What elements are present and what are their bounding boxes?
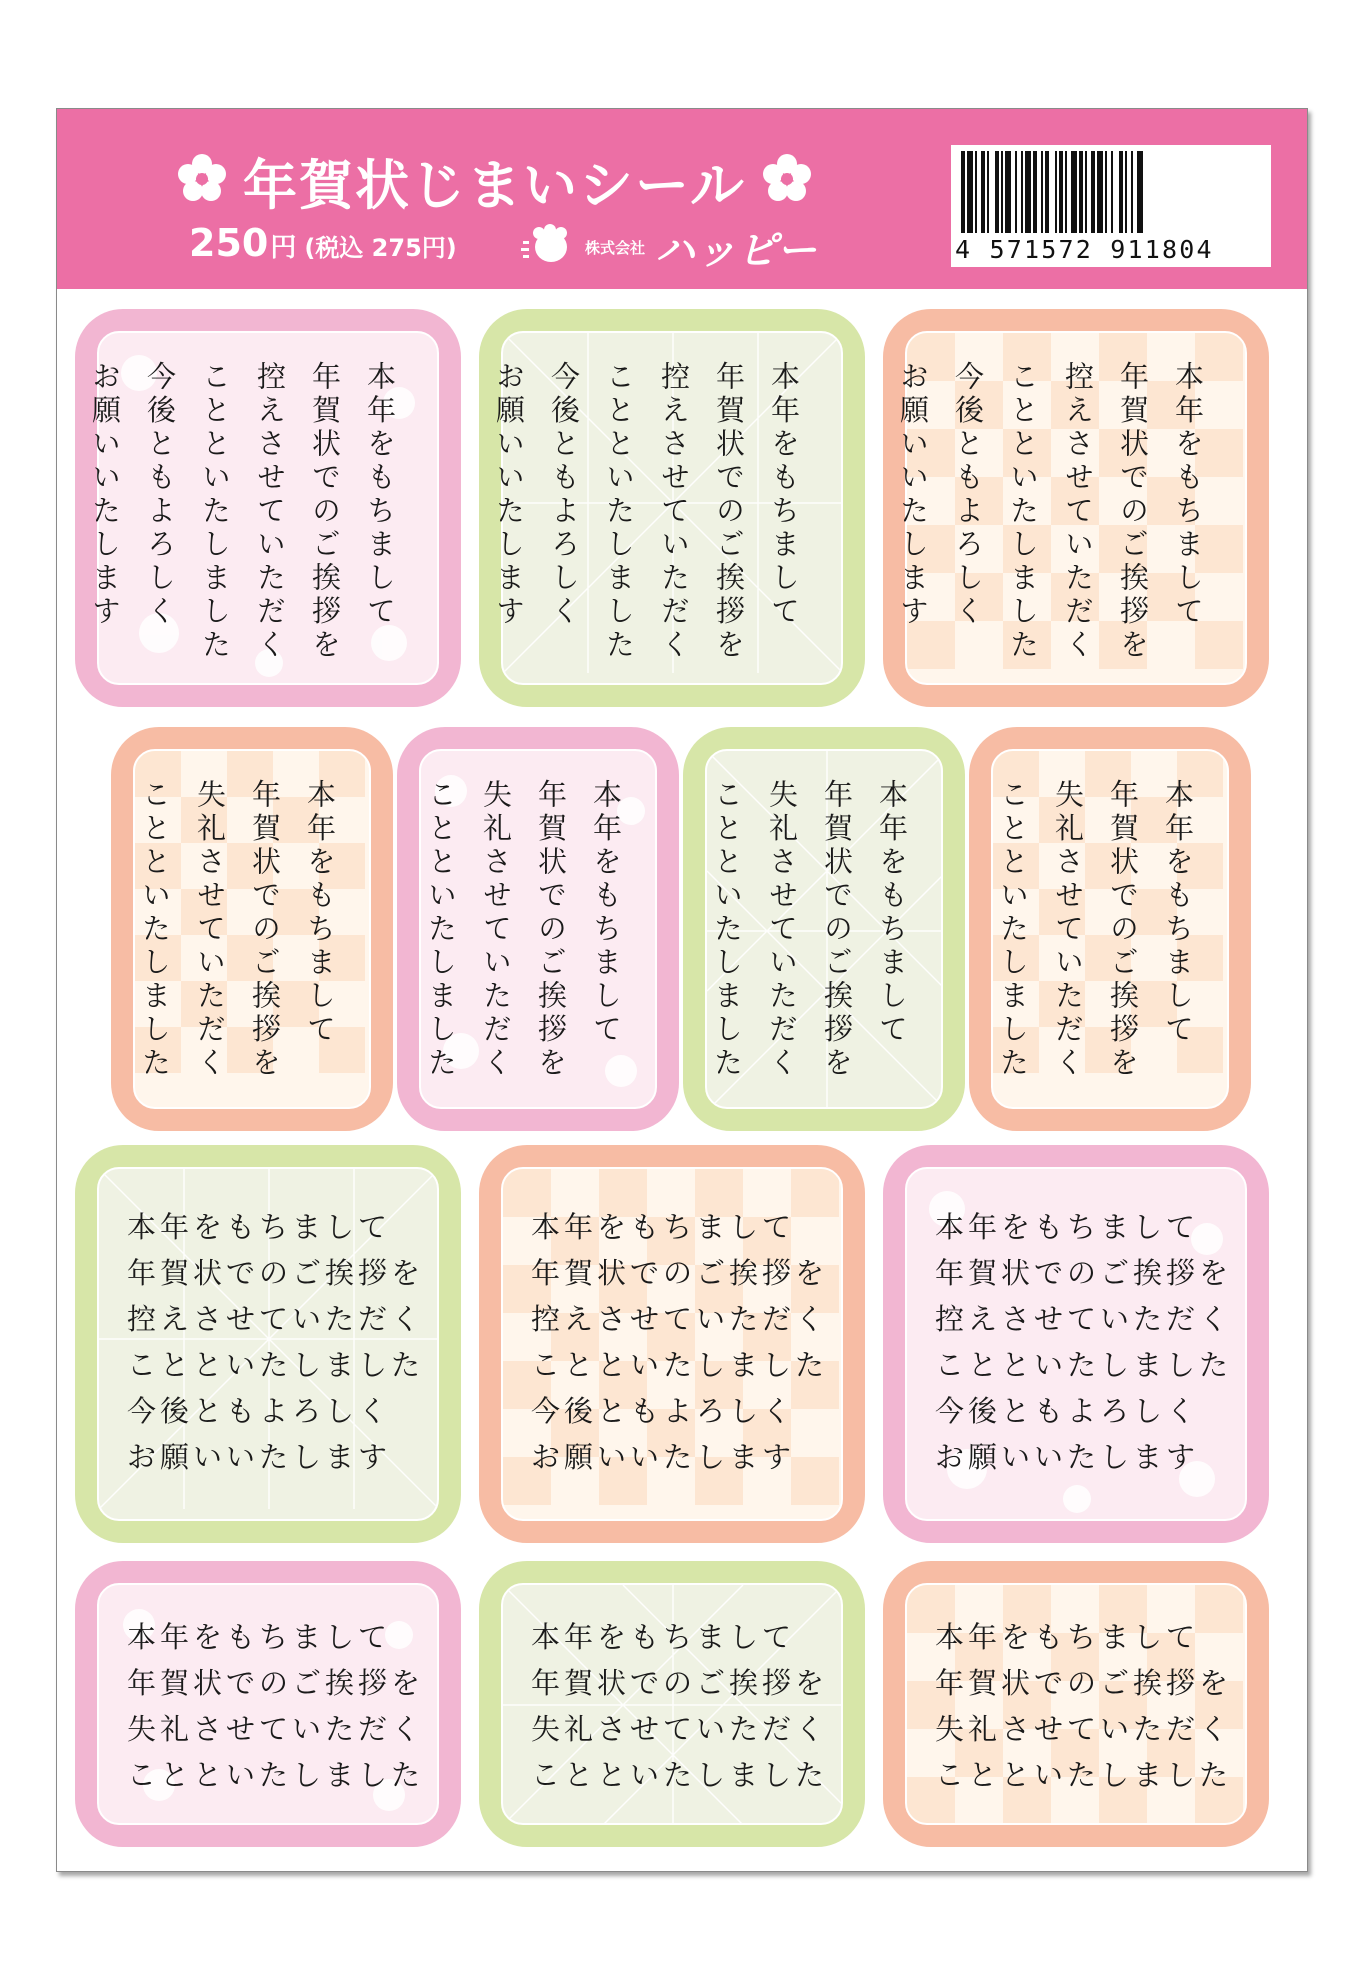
price-unit: 円	[270, 233, 297, 263]
barcode-bar	[1079, 151, 1083, 233]
barcode-bar	[961, 151, 965, 233]
barcode-number: 4 571572 911804	[955, 235, 1214, 264]
barcode-bar	[1125, 151, 1127, 233]
sticker-short-horizontal-3	[883, 1561, 1269, 1847]
product-title: 年賀状じまいシール	[243, 153, 746, 217]
barcode-bar	[1041, 151, 1043, 233]
message-text: 本年をもちまして 年賀状でのご挨拶を 控えさせていただく ことといたしました 今後ともよろしく お願いいたします	[88, 361, 397, 663]
barcode-bar	[1091, 151, 1095, 233]
barcode-bar	[1105, 151, 1107, 233]
barcode-bar	[987, 151, 989, 233]
flower-icon-left	[175, 152, 229, 210]
barcode-bar	[1015, 151, 1017, 233]
barcode-bar	[1055, 151, 1057, 233]
barcode-bar	[1085, 151, 1087, 233]
flower-icon-right	[760, 152, 814, 210]
company-logo	[519, 219, 817, 275]
barcode-bars	[957, 151, 1265, 237]
message-text: 本年をもちまして 年賀状でのご挨拶を 控えさせていただく ことといたしました 今後ともよろしく お願いいたします	[935, 1210, 1233, 1474]
sticker-short-horizontal-2	[479, 1561, 865, 1847]
sticker-short-vertical-2	[397, 727, 679, 1131]
sticker-short-vertical-1	[111, 727, 393, 1131]
barcode-bar	[1059, 151, 1063, 233]
price-value: 250	[189, 221, 269, 265]
barcode-bar	[1065, 151, 1067, 233]
price-tax-included: (税込 275円)	[304, 234, 457, 262]
barcode-bar	[1033, 151, 1037, 233]
barcode-bar	[975, 151, 977, 233]
sticker-short-vertical-3	[683, 727, 965, 1131]
header-band	[57, 109, 1307, 289]
message-text: 本年をもちまして 年賀状でのご挨拶を 失礼させていただく ことといたしました	[424, 779, 623, 1081]
barcode-bar	[1111, 151, 1113, 233]
barcode-bar	[995, 151, 999, 233]
barcode-bar	[1119, 151, 1123, 233]
message-text: 本年をもちまして 年賀状でのご挨拶を 控えさせていただく ことといたしました 今後ともよろしく お願いいたします	[492, 361, 801, 663]
barcode-bar	[1131, 151, 1133, 233]
barcode-bar	[1097, 151, 1103, 233]
fist-logo-icon	[519, 221, 575, 273]
message-text: 本年をもちまして 年賀状でのご挨拶を 失礼させていただく ことといたしました	[935, 1620, 1233, 1792]
barcode-bar	[1071, 151, 1077, 233]
message-text: 本年をもちまして 年賀状でのご挨拶を 控えさせていただく ことといたしました 今後ともよろしく お願いいたします	[531, 1210, 829, 1474]
title-area	[175, 141, 814, 221]
message-text: 本年をもちまして 年賀状でのご挨拶を 失礼させていただく ことといたしました	[138, 779, 337, 1081]
message-text: 本年をもちまして 年賀状でのご挨拶を 失礼させていただく ことといたしました	[710, 779, 909, 1081]
message-text: 本年をもちまして 年賀状でのご挨拶を 失礼させていただく ことといたしました	[531, 1620, 829, 1792]
sticker-long-vertical-3	[883, 309, 1269, 707]
company-prefix: 株式会社	[585, 238, 646, 257]
message-text: 本年をもちまして 年賀状でのご挨拶を 控えさせていただく ことといたしました 今後ともよろしく お願いいたします	[127, 1210, 425, 1474]
price	[189, 221, 457, 273]
sticker-long-horizontal-2	[479, 1145, 865, 1543]
message-text: 本年をもちまして 年賀状でのご挨拶を 失礼させていただく ことといたしました	[996, 779, 1195, 1081]
barcode	[951, 145, 1271, 267]
sticker-long-vertical-2	[479, 309, 865, 707]
sticker-short-vertical-4	[969, 727, 1251, 1131]
barcode-bar	[1021, 151, 1023, 233]
barcode-bar	[967, 151, 973, 233]
sticker-long-vertical-1	[75, 309, 461, 707]
sticker-long-horizontal-3	[883, 1145, 1269, 1543]
barcode-bar	[981, 151, 985, 233]
barcode-bar	[1001, 151, 1003, 233]
message-text: 本年をもちまして 年賀状でのご挨拶を 控えさせていただく ことといたしました 今後ともよろしく お願いいたします	[896, 361, 1205, 663]
message-text: 本年をもちまして 年賀状でのご挨拶を 失礼させていただく ことといたしました	[127, 1620, 425, 1792]
sticker-sheet	[56, 108, 1308, 1872]
barcode-bar	[1045, 151, 1049, 233]
sticker-long-horizontal-1	[75, 1145, 461, 1543]
company-name: ハッピー	[655, 227, 818, 274]
barcode-bar	[1025, 151, 1031, 233]
sticker-short-horizontal-1	[75, 1561, 461, 1847]
barcode-bar	[1005, 151, 1011, 233]
barcode-bar	[1137, 151, 1143, 233]
